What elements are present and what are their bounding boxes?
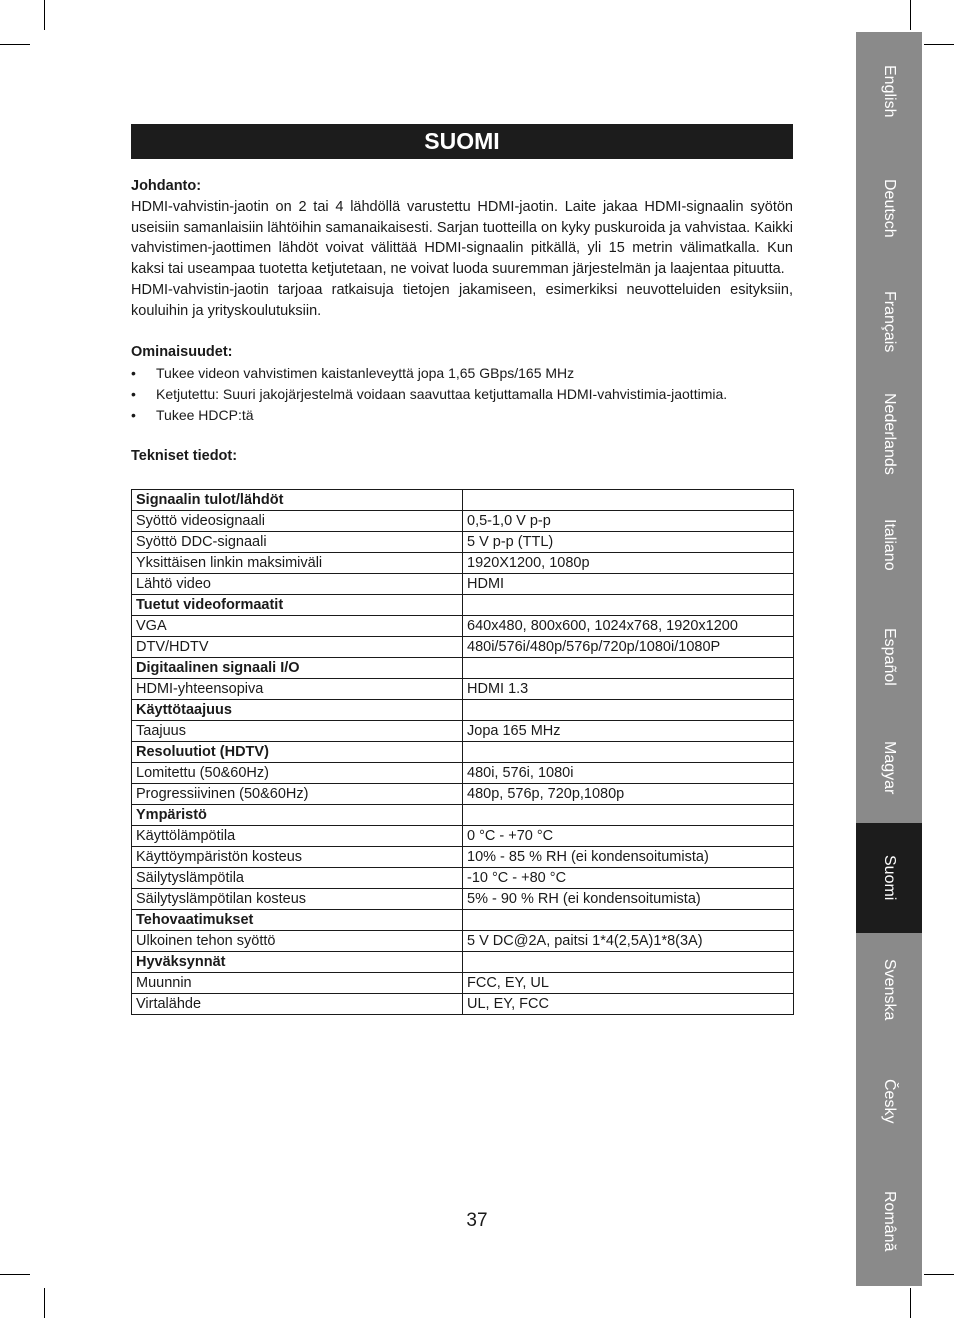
tab-label: Suomi xyxy=(881,855,898,901)
tab-svenska[interactable] xyxy=(856,933,922,1046)
spec-value: UL, EY, FCC xyxy=(463,994,794,1015)
table-row xyxy=(132,595,794,616)
spec-label: Syöttö videosignaali xyxy=(132,511,463,532)
spec-label: Käyttölämpötila xyxy=(132,826,463,847)
spec-value: 480i/576i/480p/576p/720p/1080i/1080P xyxy=(463,637,794,658)
spec-value: 480p, 576p, 720p,1080p xyxy=(463,784,794,805)
table-row xyxy=(132,721,794,742)
tab-label: English xyxy=(881,65,898,118)
spec-label: VGA xyxy=(132,616,463,637)
table-row xyxy=(132,847,794,868)
table-row xyxy=(132,952,794,973)
features-list xyxy=(131,363,793,425)
crop-mark xyxy=(0,44,30,45)
crop-mark xyxy=(44,1288,45,1318)
spec-label: Säilytyslämpötilan kosteus xyxy=(132,889,463,910)
spec-value: 5 V DC@2A, paitsi 1*4(2,5A)1*8(3A) xyxy=(463,931,794,952)
tab-suomi[interactable] xyxy=(856,823,922,933)
spec-label: Ulkoinen tehon syöttö xyxy=(132,931,463,952)
table-row xyxy=(132,994,794,1015)
crop-mark xyxy=(924,44,954,45)
spec-value: FCC, EY, UL xyxy=(463,973,794,994)
specs-heading: Tekniset tiedot: xyxy=(131,448,238,465)
language-tabs xyxy=(856,32,922,1286)
list-item: • Ketjutettu: Suuri jakojärjestelmä voidaan saavuttaa ketjuttamalla HDMI-vahvistimia-jaottimia. xyxy=(131,384,793,405)
table-row xyxy=(132,805,794,826)
tab-deutsch[interactable] xyxy=(856,151,922,265)
spec-value: -10 °C - +80 °C xyxy=(463,868,794,889)
table-row xyxy=(132,910,794,931)
spec-value: 5% - 90 % RH (ei kondensoitumista) xyxy=(463,889,794,910)
table-row xyxy=(132,553,794,574)
table-row xyxy=(132,742,794,763)
table-row xyxy=(132,700,794,721)
spec-label: HDMI-yhteensopiva xyxy=(132,679,463,700)
tab-nederlands[interactable] xyxy=(856,379,922,489)
list-item: • Tukee HDCP:tä xyxy=(131,405,793,426)
list-item: • Tukee videon vahvistimen kaistanleveyttä jopa 1,65 GBps/165 MHz xyxy=(131,363,793,384)
spec-label: Taajuus xyxy=(132,721,463,742)
page-title: SUOMI xyxy=(131,124,793,159)
intro-paragraph: HDMI-vahvistin-jaotin tarjoaa ratkaisuja tietojen jakamiseen, esimerkiksi neuvotteluiden esityksiin, kouluihin ja yrityskoulutuksiin. xyxy=(131,281,793,319)
spec-value: 480i, 576i, 1080i xyxy=(463,763,794,784)
crop-mark xyxy=(910,1288,911,1318)
tab-francais[interactable] xyxy=(856,265,922,379)
spec-value: 1920X1200, 1080p xyxy=(463,553,794,574)
table-row xyxy=(132,616,794,637)
spec-label: Hyväksynnät xyxy=(132,952,463,973)
table-row xyxy=(132,679,794,700)
tab-label: Français xyxy=(881,291,898,353)
spec-value: 5 V p-p (TTL) xyxy=(463,532,794,553)
table-row xyxy=(132,490,794,511)
spec-label: Tuetut videoformaatit xyxy=(132,595,463,616)
document-body xyxy=(131,176,793,467)
table-row xyxy=(132,931,794,952)
tab-label: Italiano xyxy=(881,519,898,571)
tab-english[interactable] xyxy=(856,32,922,151)
spec-value: 0,5-1,0 V p-p xyxy=(463,511,794,532)
tab-label: Nederlands xyxy=(881,393,898,475)
tab-cesky[interactable] xyxy=(856,1046,922,1156)
tab-label: Svenska xyxy=(881,958,898,1021)
tab-label: Deutsch xyxy=(881,178,898,238)
spec-value: HDMI xyxy=(463,574,794,595)
spec-label: Tehovaatimukset xyxy=(132,910,463,931)
table-row xyxy=(132,637,794,658)
spec-label: DTV/HDTV xyxy=(132,637,463,658)
tab-romana[interactable] xyxy=(856,1156,922,1286)
spec-value xyxy=(463,910,794,931)
spec-label: Lomitettu (50&60Hz) xyxy=(132,763,463,784)
tab-label: Español xyxy=(881,627,898,686)
crop-mark xyxy=(0,1274,30,1275)
spec-value xyxy=(463,595,794,616)
spec-value xyxy=(463,700,794,721)
spec-label: Virtalähde xyxy=(132,994,463,1015)
table-row xyxy=(132,868,794,889)
table-row xyxy=(132,511,794,532)
spec-value xyxy=(463,742,794,763)
intro-heading: Johdanto: xyxy=(131,178,202,194)
table-row xyxy=(132,532,794,553)
page-number: 37 xyxy=(466,1210,488,1231)
spec-label: Signaalin tulot/lähdöt xyxy=(132,490,463,511)
table-row xyxy=(132,574,794,595)
spec-label: Syöttö DDC-signaali xyxy=(132,532,463,553)
spec-value xyxy=(463,952,794,973)
spec-value: 10% - 85 % RH (ei kondensoitumista) xyxy=(463,847,794,868)
table-row xyxy=(132,826,794,847)
specs-table xyxy=(131,489,794,1015)
intro-paragraph: HDMI-vahvistin-jaotin on 2 tai 4 lähdöllä varustettu HDMI-jaotin. Laite jakaa HDMI-signaalin syötön useisiin samanlaisiin lähtöihin samanaikaisesti. Sarjan tuotteilla on kyky puskuroida ja vahvistaa. Kaikki vahvistimen-jaottimen lähdöt voivat välittää HDMI-signaalin pitkällä, yli 15 metrin välimatkalla. Kun kaksi tai useampaa tuotetta ketjutetaan, ne voivat luoda suuremman järjestelmän ja laajentaa pituutta. xyxy=(131,198,793,278)
spec-value: HDMI 1.3 xyxy=(463,679,794,700)
table-row xyxy=(132,973,794,994)
tab-magyar[interactable] xyxy=(856,712,922,823)
spec-label: Muunnin xyxy=(132,973,463,994)
spec-value xyxy=(463,490,794,511)
spec-label: Säilytyslämpötila xyxy=(132,868,463,889)
table-row xyxy=(132,889,794,910)
tab-italiano[interactable] xyxy=(856,489,922,601)
spec-label: Lähtö video xyxy=(132,574,463,595)
features-heading: Ominaisuudet: xyxy=(131,344,233,361)
spec-label: Resoluutiot (HDTV) xyxy=(132,742,463,763)
spec-label: Käyttötaajuus xyxy=(132,700,463,721)
table-row xyxy=(132,763,794,784)
crop-mark xyxy=(44,0,45,30)
spec-value: Jopa 165 MHz xyxy=(463,721,794,742)
spec-label: Progressiivinen (50&60Hz) xyxy=(132,784,463,805)
spec-label: Yksittäisen linkin maksimiväli xyxy=(132,553,463,574)
spec-value xyxy=(463,805,794,826)
spec-value: 0 °C - +70 °C xyxy=(463,826,794,847)
bullet-icon: • xyxy=(131,385,136,402)
spec-value: 640x480, 800x600, 1024x768, 1920x1200 xyxy=(463,616,794,637)
tab-label: Română xyxy=(881,1190,898,1252)
table-row xyxy=(132,658,794,679)
tab-label: Česky xyxy=(881,1078,898,1124)
bullet-icon: • xyxy=(131,406,136,423)
spec-label: Ympäristö xyxy=(132,805,463,826)
crop-mark xyxy=(910,0,911,30)
tab-espanol[interactable] xyxy=(856,601,922,712)
tab-label: Magyar xyxy=(881,740,898,795)
spec-value xyxy=(463,658,794,679)
spec-label: Käyttöympäristön kosteus xyxy=(132,847,463,868)
bullet-icon: • xyxy=(131,365,136,382)
crop-mark xyxy=(924,1274,954,1275)
spec-label: Digitaalinen signaali I/O xyxy=(132,658,463,679)
table-row xyxy=(132,784,794,805)
